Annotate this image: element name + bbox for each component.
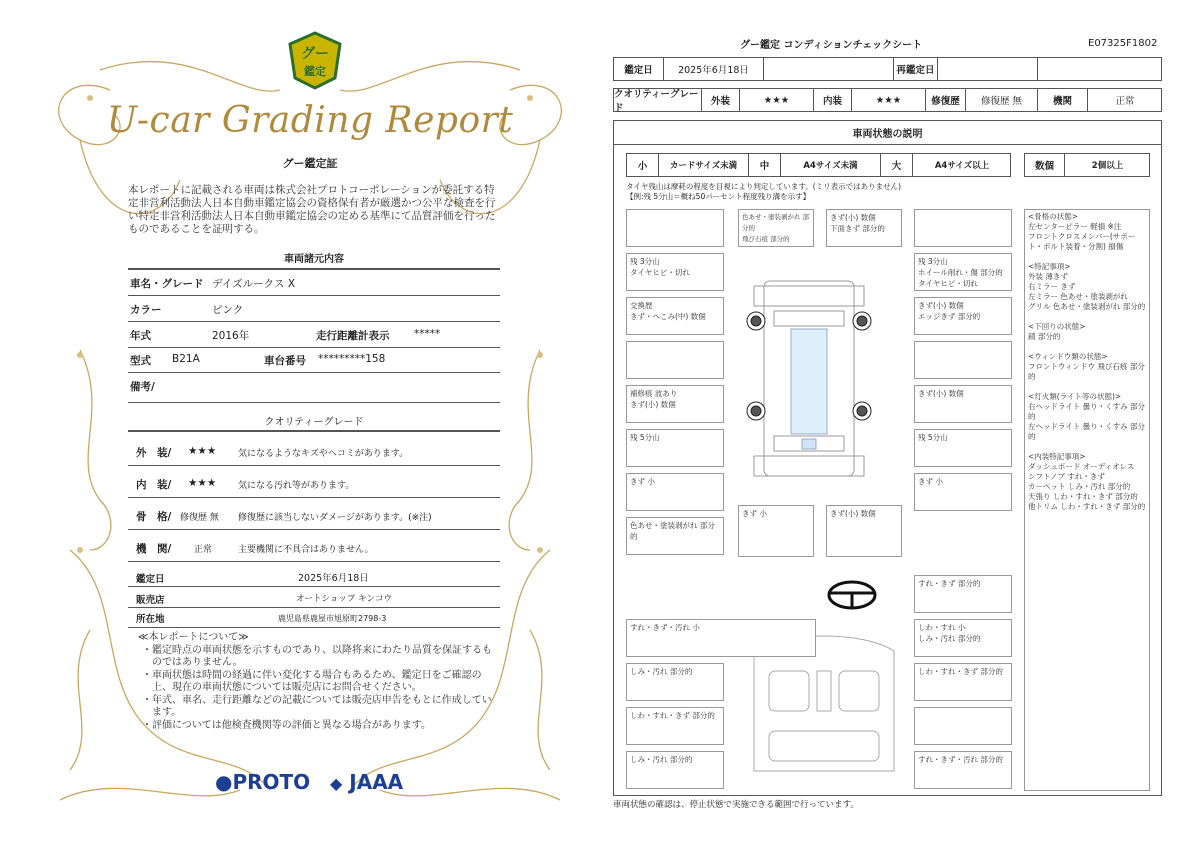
damage-box: 補修痕 波あり きず(小) 数個	[626, 385, 724, 423]
spec-section-title: 車両諸元内容	[284, 254, 344, 265]
spec-row-car	[128, 272, 500, 296]
model-label: 型式	[130, 355, 151, 367]
info-row-date	[128, 567, 500, 587]
tire-note: タイヤ残山は摩耗の程度を目視により判定しています。(ミリ表示ではありません)	[626, 182, 902, 191]
engine-label: 機 関/	[136, 543, 172, 555]
note-item: ・車両状態は時間の経過に伴い変化する場合もあるため、鑑定日をご確認の上、現在の車両状態については販売店にお問合せください。	[142, 669, 482, 693]
spec-row-year	[128, 324, 500, 348]
quality-section-title: クオリティーグレード	[264, 417, 364, 428]
date-label: 鑑定日	[136, 574, 165, 585]
damage-box: 残 3分山 タイヤヒビ・切れ	[626, 253, 724, 291]
car-color: ピンク	[212, 304, 244, 316]
mileage-label: 走行距離計表示	[316, 330, 390, 342]
ext-label: 外装	[702, 89, 740, 111]
grade-row-engine	[128, 532, 500, 562]
shop-label: 販売店	[136, 595, 165, 606]
damage-box: きず 小	[914, 473, 1012, 511]
frame-label: 骨 格/	[136, 511, 172, 523]
grade-table	[613, 88, 1162, 112]
explain-title: 車両状態の説明	[614, 121, 1161, 145]
model-year: 2016年	[212, 330, 250, 342]
damage-box: 残 3分山 ホイール削れ・傷 部分的 タイヤヒビ・切れ	[914, 253, 1012, 291]
document-id: E07325F1802	[1088, 38, 1158, 49]
empty-cell	[938, 58, 1038, 80]
damage-box	[626, 341, 724, 379]
legend-small-desc: カードサイズ未満	[659, 154, 749, 176]
quality-grade-label: クオリティーグレード	[614, 89, 702, 111]
spec-row-color	[128, 298, 500, 322]
chassis-number: *********158	[318, 353, 386, 365]
damage-box	[914, 341, 1012, 379]
note-item: ・評価については他検査機関等の評価と異なる場合があります。	[142, 719, 431, 731]
damage-box: きず(小) 数個 エッジきず 部分的	[914, 297, 1012, 335]
frame-value: 修復歴 無	[180, 513, 219, 523]
condition-notes: <骨格の状態> 左センターピラー 軽損 ※注 フロントクロスメンバー(サポート・ボルト装着・分割) 損傷 <特記事項> 外装 薄きず 右ミラー きず 左ミラー 色あせ・塗装剥がれ グリル 色あせ・塗装剥がれ 部分的 <下回りの状態> 錆 部分的 <ウィンドウ類の状態> フロントウィンドウ 飛び石痕 部分的 <灯火類(ライト等の状態)> 右ヘッドライト 曇り・くすみ 部分的 左ヘッドライト 曇り・くすみ 部分的 <内装特記事項> ダッシュボード オーディオレス シフトノブ すれ・きず カーペット しみ・汚れ 部分的 天張り しわ・すれ・きず 部分的 他トリム しわ・すれ・きず 部分的	[1024, 209, 1150, 791]
interior-box: すれ・きず・汚れ 小	[626, 619, 816, 657]
color-label: カラー	[130, 304, 162, 316]
interior-box	[914, 707, 1012, 745]
exterior-label: 外 装/	[136, 447, 172, 459]
remarks-label: 備考/	[130, 381, 155, 393]
interior-desc: 気になる汚れ等があります。	[238, 481, 355, 491]
size-legend	[626, 153, 1011, 177]
grade-row-frame	[128, 500, 500, 530]
damage-box: きず(小) 数個 下面きず 部分的	[826, 209, 902, 247]
sheet-title: グー鑑定 コンディションチェックシート	[740, 40, 923, 51]
interior-box: しみ・汚れ 部分的	[626, 751, 724, 789]
damage-box: きず 小	[738, 505, 814, 557]
interior-box: すれ・きず 部分的	[914, 575, 1012, 613]
interior-stars: ★★★	[188, 477, 217, 489]
engine-value: 正常	[194, 545, 213, 555]
empty-cell	[764, 58, 894, 80]
shop-address: 鹿児島県鹿屋市旭原町2798-3	[278, 614, 387, 623]
int-label: 内装	[814, 89, 852, 111]
chassis-label: 車台番号	[264, 355, 306, 367]
car-top-view-diagram	[734, 261, 884, 491]
certificate-title: グー鑑定証	[282, 157, 338, 170]
interior-box: すれ・きず・汚れ 部分的	[914, 751, 1012, 789]
car-name-label: 車名・グレード	[130, 278, 204, 290]
address-label: 所在地	[136, 614, 165, 625]
interior-box: しわ・すれ 小 しみ・汚れ 部分的	[914, 619, 1012, 657]
exterior-stars: ★★★	[188, 445, 217, 457]
frame-desc: 修復歴に該当しないダメージがあります。(※注)	[238, 513, 432, 523]
year-label: 年式	[130, 330, 151, 342]
report-notes	[138, 632, 498, 732]
info-row-shop	[128, 588, 500, 608]
engine-desc: 主要機関に不具合はありません。	[238, 545, 374, 555]
notes-title: ≪本レポートについて≫	[138, 632, 249, 643]
svg-text:鑑定: 鑑定	[304, 65, 326, 78]
damage-box	[626, 209, 724, 247]
damage-box	[914, 209, 1012, 247]
legend-large: 大	[881, 154, 913, 176]
interior-box: しわ・すれ・きず 部分的	[626, 707, 724, 745]
interior-box: しわ・すれ・きず 部分的	[914, 663, 1012, 701]
jaaa-logo: ◆ JAAA	[330, 770, 404, 794]
repair-value: 修復歴 無	[966, 89, 1038, 111]
divider	[128, 430, 500, 432]
info-row-address	[128, 608, 500, 628]
legend-mid-desc: A4サイズ未満	[781, 154, 881, 176]
report-title: U-car Grading Report	[106, 100, 514, 141]
model-code: B21A	[172, 353, 200, 365]
legend-large-desc: A4サイズ以上	[934, 161, 990, 171]
svg-text:グー: グー	[301, 46, 329, 62]
date-label: 鑑定日	[614, 58, 664, 80]
spec-row-remarks	[128, 375, 500, 403]
redate-label: 再鑑定日	[894, 58, 938, 80]
grade-row-interior	[128, 468, 500, 498]
date-table	[613, 57, 1162, 81]
damage-box: きず 小	[626, 473, 724, 511]
int-stars: ★★★	[852, 89, 926, 111]
legend-count-desc: 2個以上	[1091, 161, 1124, 171]
tire-example: 【例:残 5分山＝概ね50パーセント程度残り溝を示す】	[626, 192, 811, 201]
damage-box: 残 5分山	[626, 429, 724, 467]
interior-label: 内 装/	[136, 479, 172, 491]
car-name: デイズルークス X	[212, 278, 296, 290]
spec-row-model	[128, 349, 500, 373]
empty-cell	[1038, 58, 1162, 80]
grade-row-exterior	[128, 436, 500, 466]
legend-count: 数個	[1025, 154, 1065, 176]
steering-wheel-icon	[826, 579, 878, 611]
damage-box: きず(小) 数個	[914, 385, 1012, 423]
shop-name: オートショップ キンコウ	[296, 594, 392, 604]
legend-mid: 中	[749, 154, 781, 176]
ext-stars: ★★★	[740, 89, 814, 111]
goo-kantei-logo	[285, 30, 345, 90]
damage-box: きず(小) 数個	[826, 505, 902, 557]
damage-box: 残 5分山	[914, 429, 1012, 467]
legend-small: 小	[627, 154, 659, 176]
grading-date: 2025年6月18日	[298, 573, 369, 584]
count-legend	[1024, 153, 1150, 177]
divider	[128, 268, 500, 270]
exterior-desc: 気になるようなキズやヘコミがあります。	[238, 449, 409, 459]
engine-value: 正常	[1115, 96, 1135, 107]
proto-logo: ●PROTO	[215, 770, 311, 794]
note-item: ・鑑定時点の車両状態を示すものであり、以降将来にわたり品質を保証するものではありません。	[142, 644, 492, 668]
interior-box: しみ・汚れ 部分的	[626, 663, 724, 701]
grading-date: 2025年6月18日	[664, 58, 764, 80]
footer-note: 車両状態の確認は、停止状態で実施できる範囲で行っています。	[613, 800, 859, 810]
note-item: ・年式、車名、走行距離などの記載については販売店申告をもとに作成しています。	[142, 694, 492, 718]
condition-panel	[613, 120, 1162, 796]
mileage: *****	[414, 328, 441, 340]
engine-label: 機関	[1038, 89, 1088, 111]
certificate-text: 本レポートに記載される車両は株式会社プロトコーポレーションが委託する特定非営利活動法人日本自動車鑑定協会の資格保有者が厳選かつ公平な検査を行い特定非営利活動法人日本自動車鑑定協会の定める基準にて品質評価を行ったものであることを証明する。	[128, 184, 496, 235]
damage-box: 色あせ・塗装剥がれ 部分的	[626, 517, 724, 555]
repair-label: 修復歴	[926, 89, 966, 111]
damage-box: 色あせ・塗装剥がれ 部分的 飛び石痕 部分的	[738, 209, 814, 247]
damage-box: 交換歴 きず・へこみ(中) 数個	[626, 297, 724, 335]
